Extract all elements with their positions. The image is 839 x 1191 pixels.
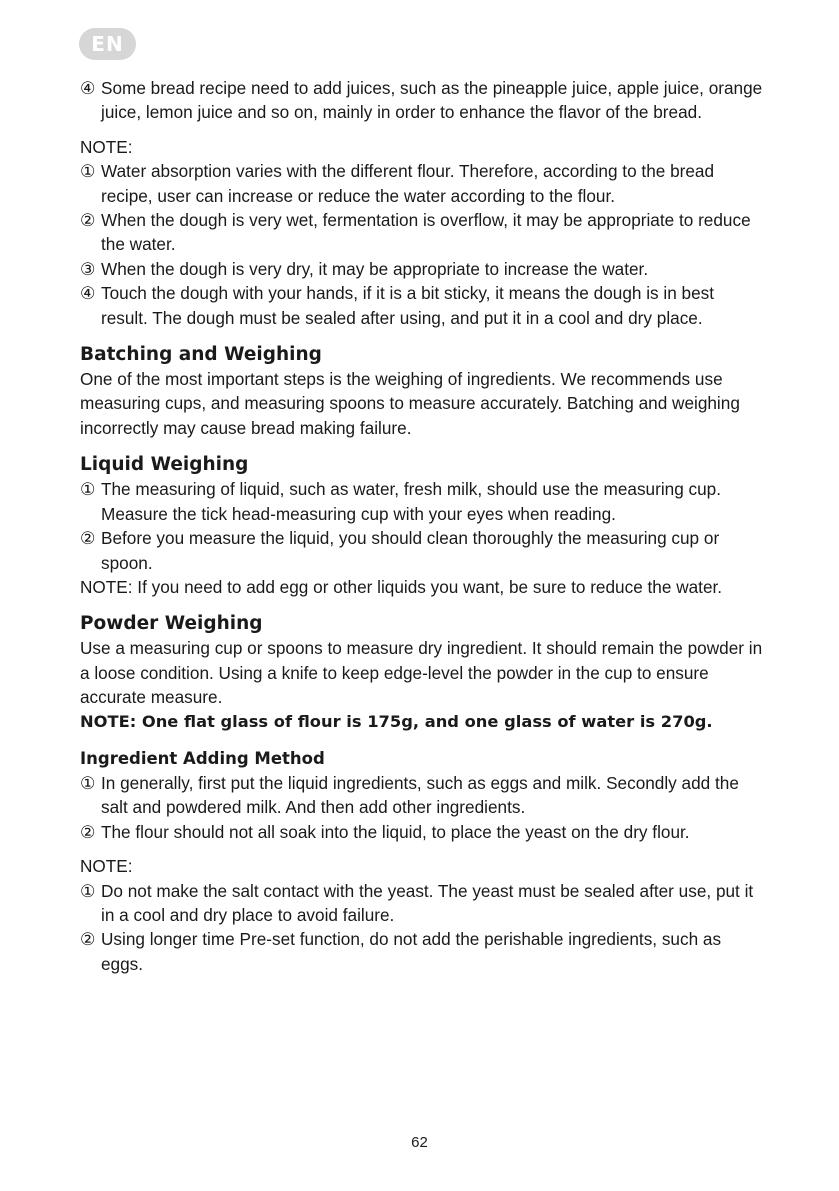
- section-heading: Liquid Weighing: [80, 454, 249, 476]
- batching-section: [80, 343, 765, 440]
- list-item: [80, 159, 765, 208]
- item-number: ③: [80, 258, 96, 279]
- powder-bold-note: NOTE: One flat glass of flour is 175g, and one glass of water is 270g.: [80, 711, 713, 731]
- item-number: ②: [80, 528, 96, 549]
- list-item: [80, 257, 765, 281]
- section-text: Use a measuring cup or spoons to measure dry ingredient. It should remain the powder in a loose condition. Using a knife to keep edge-level the powder in the cup to ensure accurate measure.: [80, 638, 763, 708]
- item-number: ①: [80, 161, 96, 182]
- page-content: [80, 76, 765, 976]
- adding-section: [80, 747, 765, 844]
- language-badge: EN: [79, 28, 136, 60]
- item-number: ④: [80, 78, 96, 98]
- list-item: [80, 526, 765, 575]
- item-text: When the dough is very dry, it may be appropriate to increase the water.: [101, 258, 649, 279]
- item-text: Using longer time Pre-set function, do not add the perishable ingredients, such as eggs.: [101, 929, 722, 974]
- intro-item: [80, 76, 765, 125]
- list-item: [80, 771, 765, 820]
- note-label: NOTE:: [80, 136, 133, 157]
- item-text: Do not make the salt contact with the yeast. The yeast must be sealed after use, put it in a cool and dry place to avoid failure.: [101, 880, 754, 925]
- section-heading: Ingredient Adding Method: [80, 748, 325, 768]
- item-text: Some bread recipe need to add juices, such as the pineapple juice, apple juice, orange juice, lemon juice and so on, mainly in order to enhance the flavor of the bread.: [101, 78, 763, 123]
- powder-section: [80, 612, 765, 734]
- item-number: ②: [80, 821, 96, 842]
- item-number: ①: [80, 880, 96, 901]
- item-number: ②: [80, 210, 96, 231]
- list-item: [80, 208, 765, 257]
- item-text: Water absorption varies with the different flour. Therefore, according to the bread recipe, user can increase or reduce the water according to the flour.: [101, 161, 715, 206]
- item-number: ①: [80, 479, 96, 500]
- item-number: ①: [80, 772, 96, 793]
- section-heading: Batching and Weighing: [80, 344, 322, 366]
- note-label: NOTE:: [80, 856, 133, 877]
- section-heading: Powder Weighing: [80, 613, 263, 635]
- item-text: Before you measure the liquid, you should clean thoroughly the measuring cup or spoon.: [101, 528, 720, 573]
- page-number: 62: [411, 1134, 428, 1151]
- note-section-2: [80, 854, 765, 976]
- item-text: The flour should not all soak into the liquid, to place the yeast on the dry flour.: [101, 821, 690, 842]
- list-item: [80, 281, 765, 330]
- item-text: Touch the dough with your hands, if it is a bit sticky, it means the dough is in best result. The dough must be sealed after using, and put it in a cool and dry place.: [101, 283, 715, 328]
- liquid-note: NOTE: If you need to add egg or other liquids you want, be sure to reduce the water.: [80, 576, 723, 597]
- item-text: When the dough is very wet, fermentation is overflow, it may be appropriate to reduce the water.: [101, 210, 751, 255]
- list-item: [80, 879, 765, 928]
- section-text: One of the most important steps is the weighing of ingredients. We recommends use measuring cups, and measuring spoons to measure accurately. Batching and weighing incorrectly may cause bread making failure.: [80, 369, 740, 438]
- list-item: [80, 927, 765, 976]
- list-item: [80, 820, 765, 844]
- note-section-1: [80, 135, 765, 330]
- item-number: ④: [80, 283, 96, 304]
- item-text: The measuring of liquid, such as water, fresh milk, should use the measuring cup. Measure the tick head-measuring cup with your eyes when reading.: [101, 479, 722, 524]
- liquid-section: [80, 453, 765, 599]
- item-number: ②: [80, 929, 96, 950]
- list-item: [80, 477, 765, 526]
- item-text: In generally, first put the liquid ingredients, such as eggs and milk. Secondly add the salt and powdered milk. And then add other ingredients.: [101, 772, 739, 818]
